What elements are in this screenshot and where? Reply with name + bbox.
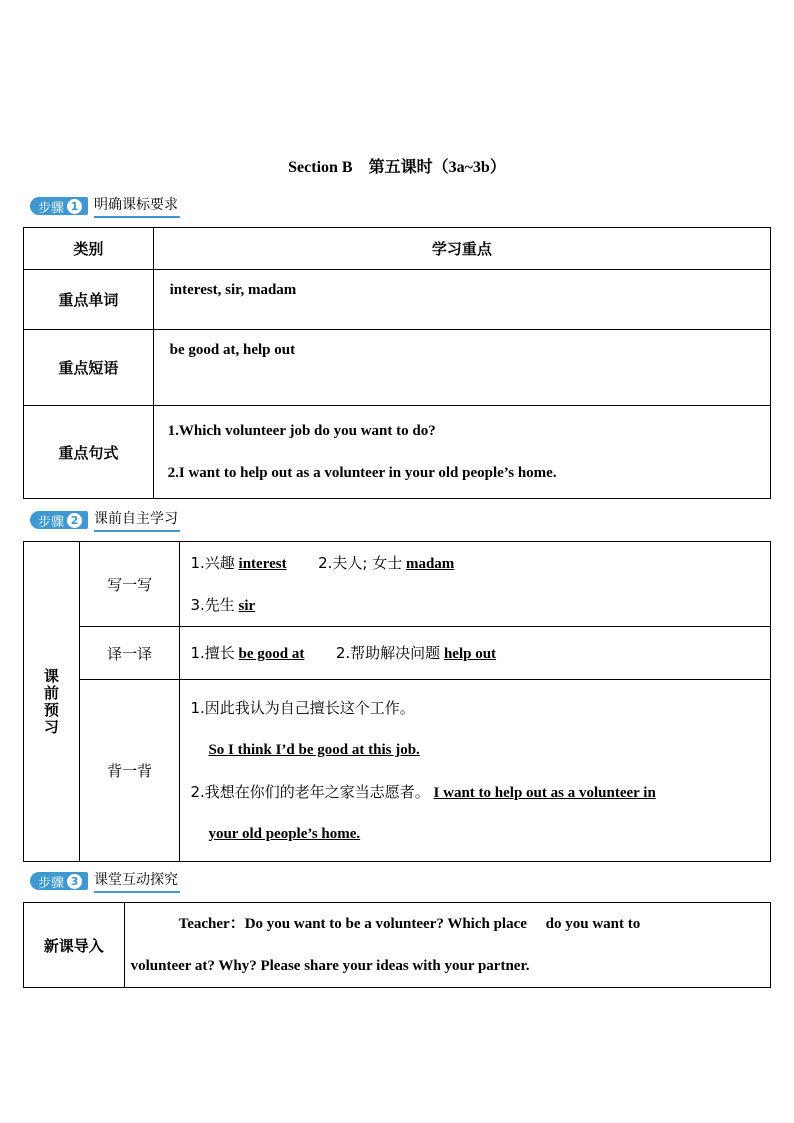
step-badge-label: 步骤 [38, 875, 65, 891]
translate-line [182, 632, 770, 674]
step-2-title: 课前自主学习 [94, 508, 180, 532]
preview-table [23, 541, 771, 862]
step-1-title: 明确课标要求 [94, 194, 180, 218]
recite-label: 背一背 [79, 680, 180, 862]
table-row [24, 270, 771, 330]
write-answer: sir [238, 598, 256, 614]
step-1-header [30, 196, 180, 216]
table-row [24, 330, 771, 406]
recite-answer-1 [182, 729, 770, 771]
write-prompt: 3.先生 [190, 596, 235, 614]
table-row [24, 680, 771, 862]
step-number: 2 [67, 513, 82, 528]
step-3-badge [30, 872, 88, 890]
translate-content [180, 627, 771, 680]
row-category: 重点短语 [24, 330, 154, 406]
recite-answer: your old people’s home. [208, 825, 361, 842]
lead-in-label: 新课导入 [24, 903, 125, 988]
recite-answer: I want to help out as a volunteer in [433, 784, 656, 801]
recite-answer-2 [182, 813, 770, 855]
write-prompt: 2.夫人; 女士 [318, 554, 403, 572]
row-category: 重点单词 [24, 270, 154, 330]
translate-prompt: 1.擅长 [190, 644, 235, 662]
table-header-row [24, 228, 771, 270]
translate-prompt: 2.帮助解决问题 [335, 644, 441, 662]
lead-in-line-2: volunteer at? Why? Please share your ideas with your partner. [130, 958, 530, 974]
step-3-title: 课堂互动探究 [94, 869, 180, 893]
step-badge-label: 步骤 [38, 514, 65, 530]
step-2-badge [30, 511, 88, 529]
translate-answer: be good at [238, 646, 305, 662]
recite-cn-2 [182, 771, 770, 813]
recite-answer: So I think I’d be good at this job. [208, 741, 420, 758]
lead-in-line-1: Teacher：Do you want to be a volunteer? Which place do you want to [178, 916, 641, 932]
recite-prompt: 1.因此我认为自己擅长这个工作。 [190, 698, 415, 717]
step-1-badge [30, 197, 88, 215]
write-answer: interest [238, 556, 287, 572]
write-answer: madam [405, 556, 455, 572]
write-label: 写一写 [79, 542, 180, 627]
write-content [180, 542, 771, 627]
translate-label: 译一译 [79, 627, 180, 680]
course-objectives-table [23, 227, 771, 499]
write-line-1 [182, 542, 770, 584]
header-focus: 学习重点 [153, 228, 770, 270]
table-row [24, 903, 771, 988]
lead-in-content [124, 903, 770, 988]
recite-cn-1 [182, 687, 770, 729]
header-category: 类别 [24, 228, 154, 270]
sentence-1: 1.Which volunteer job do you want to do? [167, 423, 436, 439]
page-title: Section B 第五课时（3a~3b） [288, 159, 506, 176]
step-number: 1 [67, 199, 82, 214]
table-row [24, 406, 771, 499]
write-line-2 [182, 584, 770, 626]
preview-side-label: 课前预习 [24, 542, 80, 862]
step-badge-label: 步骤 [38, 200, 65, 216]
recite-content [180, 680, 771, 862]
table-row [24, 542, 771, 627]
translate-answer: help out [443, 646, 497, 662]
table-row [24, 627, 771, 680]
lead-in-table [23, 902, 771, 988]
write-prompt: 1.兴趣 [190, 554, 235, 572]
step-2-header [30, 510, 180, 530]
step-number: 3 [67, 874, 82, 889]
row-category: 重点句式 [24, 406, 154, 499]
sentence-2: 2.I want to help out as a volunteer in your old people’s home. [167, 465, 557, 481]
recite-prompt: 2.我想在你们的老年之家当志愿者。 [190, 782, 430, 801]
step-3-header [30, 871, 180, 891]
key-sentences [153, 406, 770, 499]
key-phrases: be good at, help out [153, 330, 770, 406]
key-words: interest, sir, madam [153, 270, 770, 330]
